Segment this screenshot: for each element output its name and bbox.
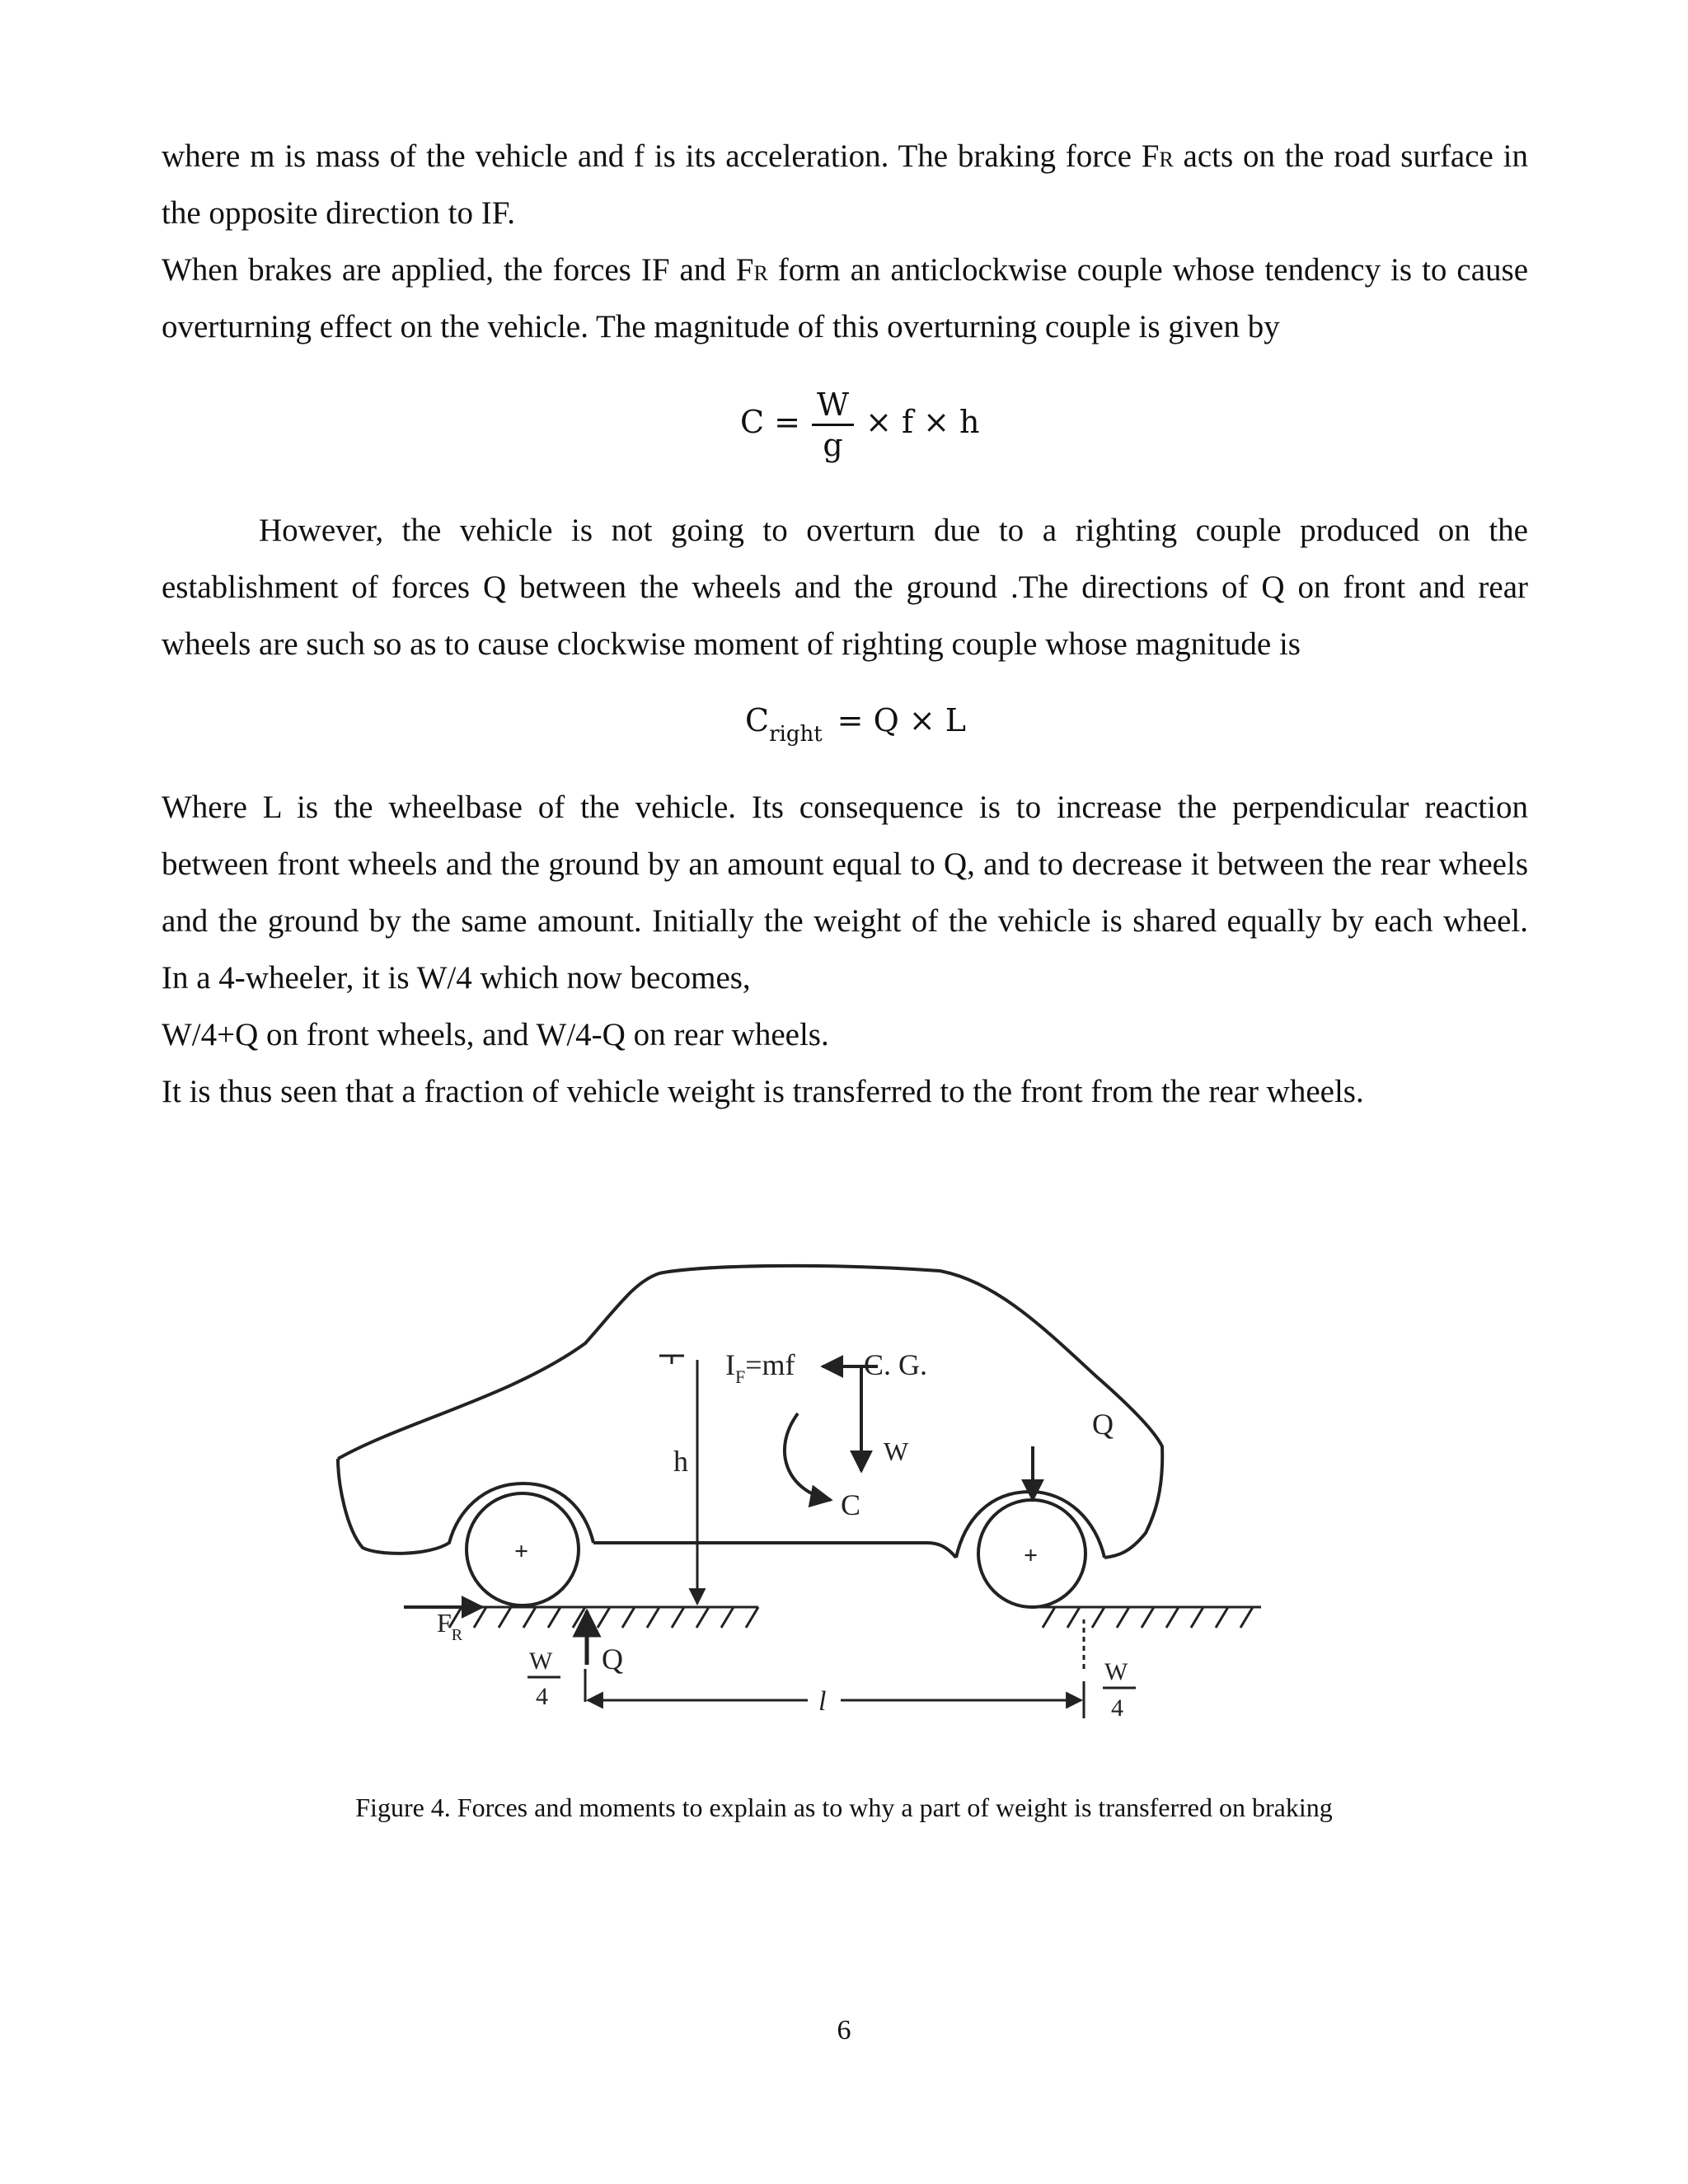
paragraph-line: wheels are such so as to cause clockwise moment of righting couple whose magnitude is [162,626,1301,662]
paragraph-line: It is thus seen that a fraction of vehicle weight is transferred to the front from the rear wheels. [162,1074,1364,1109]
rear-wheel [467,1493,579,1605]
inertia-force-label: $I_F=mf$ [725,1348,795,1387]
paragraph-line: and the ground by the same amount. Initially the weight of the vehicle is shared equally by each wheel. [162,903,1528,939]
svg-text:+: + [1024,1542,1039,1569]
equation-rhs: = Q × L [837,702,966,738]
fraction [812,386,854,464]
car-body-outline [338,1266,1162,1558]
paragraph-line: establishment of forces Q between the wheels and the ground .The directions of Q on front and rear [162,569,1528,605]
equation-base: C [745,702,770,738]
paragraph-line: where m is mass of the vehicle and f is its acceleration. The braking force FR acts on the road surface in [162,138,1528,174]
braking-force-label: $F_R$ [437,1608,463,1644]
wheelbase-dimension [585,1669,1084,1718]
vehicle-braking-figure [313,1244,1286,1772]
paragraph-line: the opposite direction to IF. [162,195,516,231]
fraction-denominator: g [823,427,843,463]
figure-caption: Figure 4. Forces and moments to explain as to why a part of weight is transferred on braking [355,1793,1333,1822]
wheelbase-label: l [818,1686,827,1717]
w4-front-fraction [1084,1619,1136,1722]
q-rear-label: Q [602,1643,623,1675]
w4-front-denominator: 4 [1111,1694,1123,1722]
paragraph-line: In a 4-wheeler, it is W/4 which now becomes, [162,960,751,996]
couple-label: C [841,1488,861,1521]
q-front-label: Q [1092,1408,1114,1441]
page-number: 6 [837,2015,851,2046]
ground-hatching-rear [445,1607,758,1628]
overturning-couple-equation [740,386,980,464]
paragraph-line: Where L is the wheelbase of the vehicle. Its consequence is to increase the perpendicular reaction [162,790,1528,825]
paragraph-line: When brakes are applied, the forces IF and FR form an anticlockwise couple whose tendency is to cause [162,252,1529,288]
couple-arc-arrow [785,1413,831,1500]
paragraph-line: between front wheels and the ground by an amount equal to Q, and to decrease it between the rear wheels [162,846,1528,882]
paragraph-line: However, the vehicle is not going to overturn due to a righting couple produced on the [259,513,1528,548]
weight-label: W [884,1436,909,1466]
w4-rear-denominator: 4 [536,1683,548,1710]
cg-label: C. G. [864,1348,928,1381]
svg-text:+: + [514,1538,529,1565]
fraction-numerator: W [812,386,854,426]
height-label: h [673,1445,688,1478]
ground-hatching-front [1039,1607,1261,1628]
paragraph-line: W/4+Q on front wheels, and W/4-Q on rear wheels. [162,1017,829,1052]
w4-rear-numerator: W [529,1647,553,1675]
paragraph-line: overturning effect on the vehicle. The magnitude of this overturning couple is given by [162,309,1280,344]
subscript: R [753,261,768,285]
equation-subscript: right [769,722,823,747]
front-wheel [978,1500,1085,1607]
equation-rhs: × f × h [865,404,980,440]
equation-lhs: C = [740,404,800,440]
w4-front-numerator: W [1104,1658,1128,1685]
subscript: R [1159,148,1174,171]
righting-couple-equation [745,702,966,747]
height-dimension [659,1356,697,1604]
w4-rear-fraction [528,1647,560,1710]
